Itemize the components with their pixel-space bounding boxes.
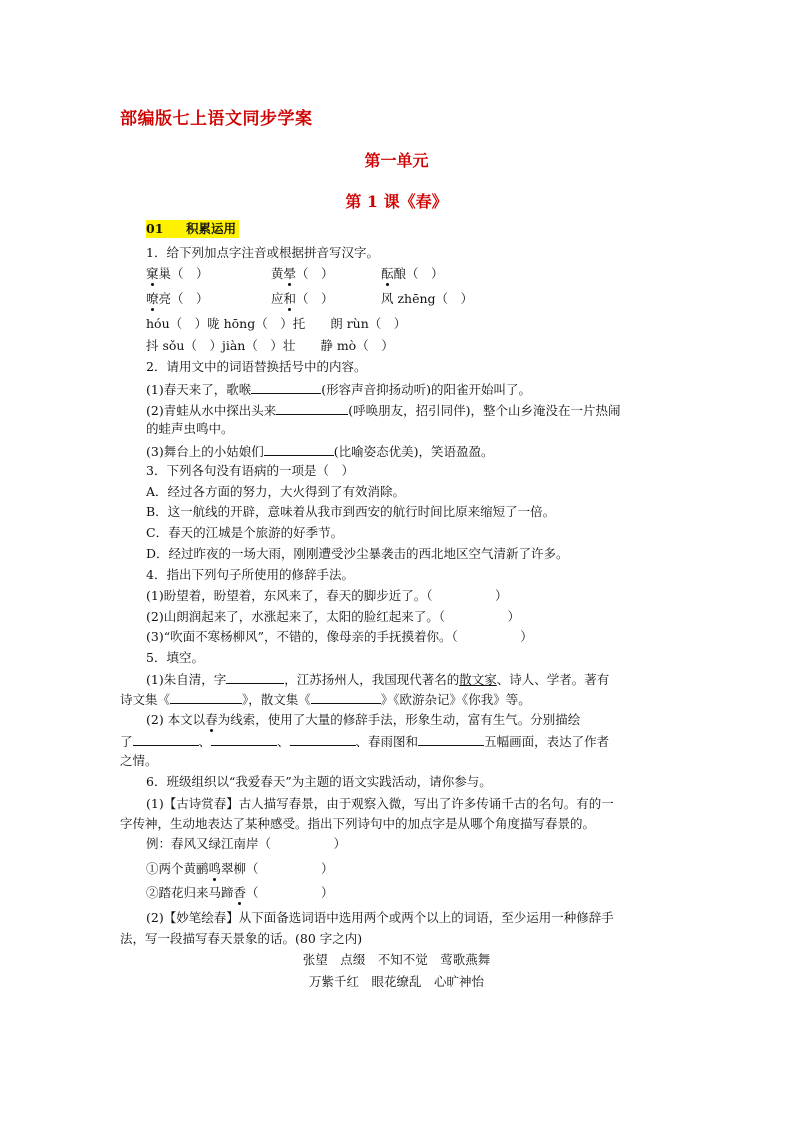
q5-item-2-end: 之情。 <box>120 753 158 768</box>
q1-item: 嘹亮（ ） <box>146 291 209 306</box>
q2-item-2-cont: 的蛙声虫鸣中。 <box>146 421 234 436</box>
q1-row-2 <box>146 290 473 308</box>
answer-blank[interactable] <box>170 690 242 704</box>
q2-stem: 2．请用文中的词语替换括号中的内容。 <box>146 359 367 374</box>
q5-item-2: (2) 本文以春为线索，使用了大量的修辞手法，形象生动，富有生气。分别描绘 <box>146 712 581 727</box>
q1-row-4: 抖 sǒu（ ）jiàn（ ）壮 静 mò（ ） <box>146 338 394 353</box>
q6-part-2: (2)【妙笔绘春】从下面备选词语中选用两个或两个以上的词语，至少运用一种修辞手 <box>146 910 614 925</box>
word-bank-row-1: 张望 点缀 不知不觉 莺歌燕舞 <box>302 952 491 967</box>
q6-example: 例：春风又绿江南岸（ ） <box>146 836 347 851</box>
answer-blank[interactable] <box>211 732 277 746</box>
q2-item-3: (3)舞台上的小姑娘们 (比喻姿态优美)，笑语盈盈。 <box>146 444 494 459</box>
answer-blank[interactable] <box>311 690 381 704</box>
q1-stem: 1．给下列加点字注音或根据拼音写汉字。 <box>146 245 379 260</box>
q3-option-a: A．经过各方面的努力，大火得到了有效消除。 <box>146 484 406 499</box>
answer-blank[interactable] <box>276 401 348 415</box>
q3-option-c: C．春天的江城是个旅游的好季节。 <box>146 525 344 540</box>
q3-option-b: B．这一航线的开辟，意味着从我市到西安的航行时间比原来缩短了一倍。 <box>146 504 556 519</box>
answer-blank[interactable] <box>290 732 356 746</box>
section-badge <box>146 220 239 238</box>
q4-item-3: (3)“吹面不寒杨柳风”，不错的，像母亲的手抚摸着你。（ ） <box>146 629 533 644</box>
answer-blank[interactable] <box>251 380 321 394</box>
q6-poem-2: ②踏花归来马蹄香（ ） <box>146 885 334 900</box>
q1-item: 应和（ ） <box>271 291 334 306</box>
q4-item-1: (1)盼望着，盼望着，东风来了，春天的脚步近了。（ ） <box>146 588 508 603</box>
answer-blank[interactable] <box>133 732 199 746</box>
q3-stem: 3．下列各句没有语病的一项是（ ） <box>146 463 354 478</box>
q1-item: 酝酿（ ） <box>381 266 444 281</box>
q5-item-2-cont: 了 、 、 、春雨图和 五幅画面，表达了作者 <box>120 734 610 749</box>
q1-row-3: hóu（ ）咙 hōng（ ）托 朗 rùn（ ） <box>146 316 407 331</box>
q2-item-1: (1)春天来了，歌喉 (形容声音抑扬动听)的阳雀开始叫了。 <box>146 382 531 397</box>
q1-item: 黄晕（ ） <box>271 266 334 281</box>
q6-stem: 6．班级组织以“我爱春天”为主题的语文实践活动，请你参与。 <box>146 774 492 789</box>
q4-item-2: (2)山朗润起来了，水涨起来了，太阳的脸红起来了。（ ） <box>146 609 520 624</box>
q6-part-2-cont: 法，写一段描写春天景象的话。(80 字之内) <box>120 931 363 946</box>
q1-row-1 <box>146 265 444 283</box>
q6-poem-1: ①两个黄鹂鸣翠柳（ ） <box>146 861 334 876</box>
q1-item: 风 zhēng（ ） <box>381 291 474 306</box>
answer-blank[interactable] <box>264 442 334 456</box>
q6-part-1: (1)【古诗赏春】古人描写春景，由于观察入微，写出了许多传诵千古的名句。有的一 <box>146 796 614 811</box>
word-bank-row-2: 万紫千红 眼花缭乱 心旷神怡 <box>308 974 484 989</box>
q5-item-1-cont: 诗文集《 》，散文集《 》《欧游杂记》《你我》等。 <box>120 692 531 707</box>
q3-option-d: D．经过昨夜的一场大雨，刚刚遭受沙尘暴袭击的西北地区空气清新了许多。 <box>146 546 569 561</box>
section-number: 01 <box>146 221 164 236</box>
document-title: 部编版七上语文同步学案 <box>120 109 313 129</box>
q4-stem: 4．指出下列句子所使用的修辞手法。 <box>146 567 354 582</box>
q2-item-2: (2)青蛙从水中探出头来 (呼唤朋友，招引同伴)，整个山乡淹没在一片热闹 <box>146 403 621 418</box>
q1-item: 窠巢（ ） <box>146 266 209 281</box>
answer-blank[interactable] <box>418 732 484 746</box>
unit-title: 第一单元 <box>364 151 429 170</box>
q5-item-1: (1)朱自清，字 ，江苏扬州人，我国现代著名的散文家、诗人、学者。著有 <box>146 672 610 687</box>
answer-blank[interactable] <box>226 670 284 684</box>
q5-stem: 5．填空。 <box>146 650 204 665</box>
lesson-title: 第 1 课《春》 <box>345 192 448 211</box>
section-label: 积累运用 <box>186 221 237 236</box>
q6-part-1-cont: 字传神，生动地表达了某种感受。指出下列诗句中的加点字是从哪个角度描写春景的。 <box>120 816 596 831</box>
